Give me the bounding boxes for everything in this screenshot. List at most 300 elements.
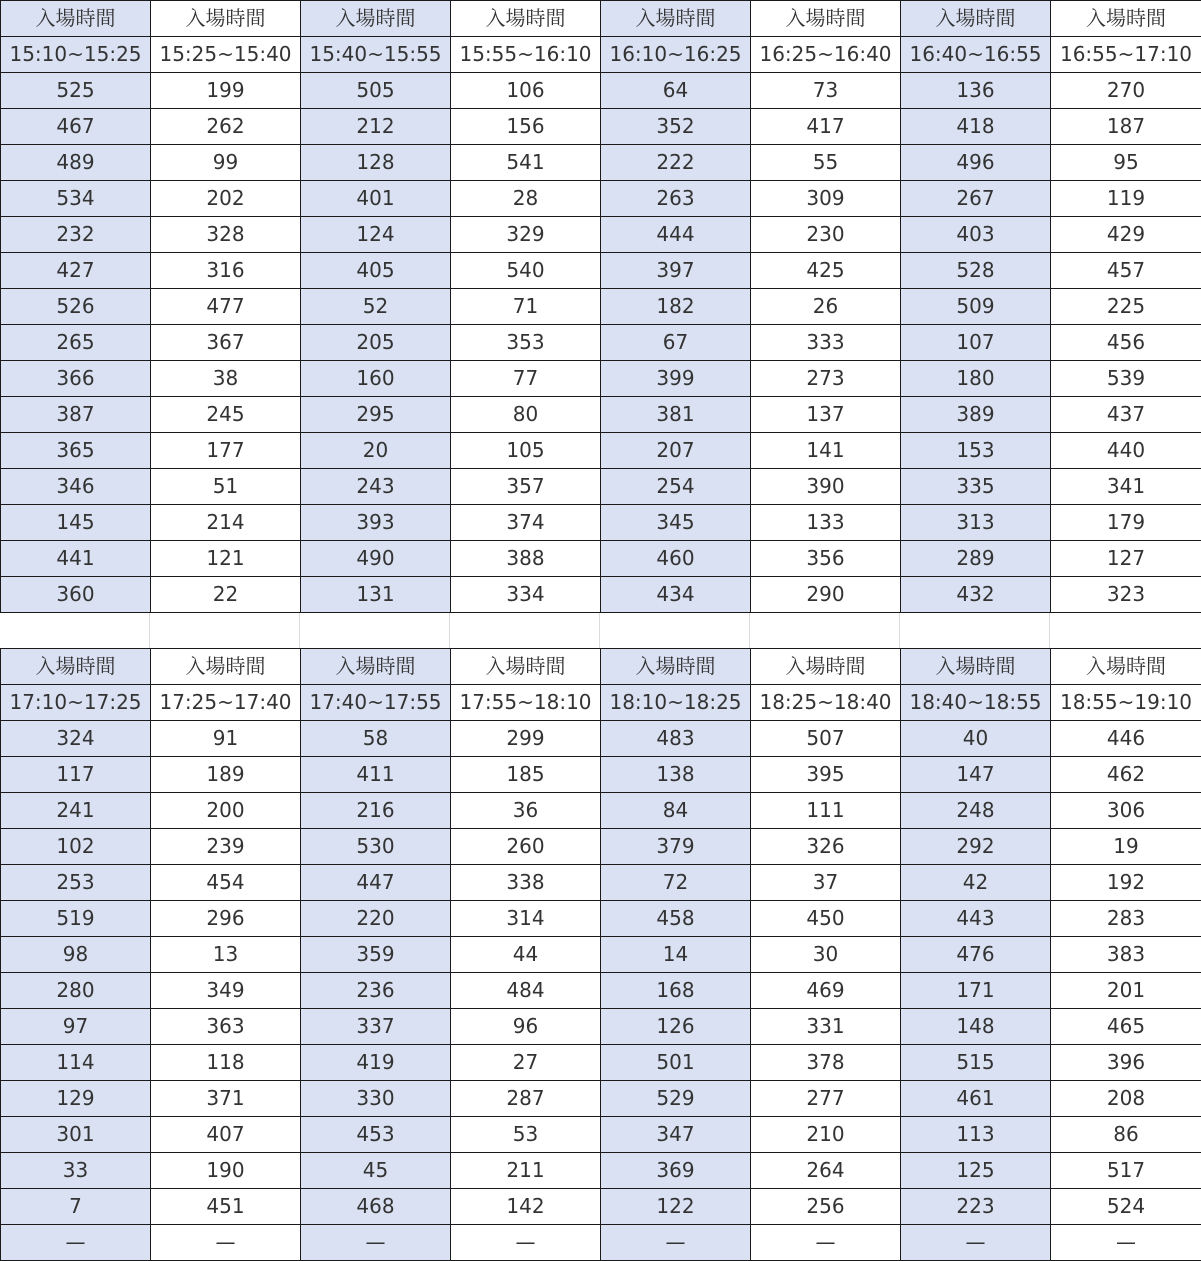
time-slot-cell: 16:10~16:25 — [601, 37, 751, 73]
number-cell: 177 — [151, 433, 301, 469]
number-cell: 80 — [451, 397, 601, 433]
number-cell: 91 — [151, 721, 301, 757]
table-row — [1, 1009, 1201, 1045]
number-cell: 20 — [301, 433, 451, 469]
table-row — [1, 433, 1201, 469]
number-cell: 160 — [301, 361, 451, 397]
blank-spacer-row — [0, 613, 1201, 648]
number-cell: 205 — [301, 325, 451, 361]
number-cell: 201 — [1051, 973, 1201, 1009]
number-cell: 419 — [301, 1045, 451, 1081]
number-cell: 58 — [301, 721, 451, 757]
number-cell: 314 — [451, 901, 601, 937]
table-row — [1, 541, 1201, 577]
number-cell: 287 — [451, 1081, 601, 1117]
time-slot-row — [1, 37, 1201, 73]
number-cell: 453 — [301, 1117, 451, 1153]
number-cell: 168 — [601, 973, 751, 1009]
entry-time-header: 入場時間 — [1051, 1, 1201, 37]
number-cell: — — [601, 1225, 751, 1261]
number-cell: 299 — [451, 721, 601, 757]
number-cell: 264 — [751, 1153, 901, 1189]
time-slot-cell: 17:55~18:10 — [451, 685, 601, 721]
table-row — [1, 505, 1201, 541]
number-cell: 403 — [901, 217, 1051, 253]
number-cell: 280 — [1, 973, 151, 1009]
number-cell: 262 — [151, 109, 301, 145]
number-cell: 131 — [301, 577, 451, 613]
number-cell: 273 — [751, 361, 901, 397]
number-cell: 277 — [751, 1081, 901, 1117]
number-cell: 153 — [901, 433, 1051, 469]
time-slot-cell: 17:10~17:25 — [1, 685, 151, 721]
number-cell: 396 — [1051, 1045, 1201, 1081]
entry-time-header: 入場時間 — [1, 649, 151, 685]
number-cell: 96 — [451, 1009, 601, 1045]
number-cell: 145 — [1, 505, 151, 541]
number-cell: 73 — [751, 73, 901, 109]
table-row — [1, 1153, 1201, 1189]
number-cell: 52 — [301, 289, 451, 325]
number-cell: 179 — [1051, 505, 1201, 541]
entry-time-header: 入場時間 — [601, 1, 751, 37]
table-row — [1, 1081, 1201, 1117]
number-cell: 399 — [601, 361, 751, 397]
number-cell: 44 — [451, 937, 601, 973]
number-cell: 290 — [751, 577, 901, 613]
number-cell: — — [451, 1225, 601, 1261]
number-cell: 220 — [301, 901, 451, 937]
entry-time-header: 入場時間 — [151, 1, 301, 37]
number-cell: 405 — [301, 253, 451, 289]
number-cell: — — [751, 1225, 901, 1261]
number-cell: 119 — [1051, 181, 1201, 217]
number-cell: 356 — [751, 541, 901, 577]
number-cell: 443 — [901, 901, 1051, 937]
number-cell: 128 — [301, 145, 451, 181]
number-cell: 105 — [451, 433, 601, 469]
number-cell: 26 — [751, 289, 901, 325]
number-cell: 126 — [601, 1009, 751, 1045]
number-cell: 245 — [151, 397, 301, 433]
number-cell: 477 — [151, 289, 301, 325]
entry-time-table-bottom — [0, 648, 1201, 1261]
number-cell: 289 — [901, 541, 1051, 577]
time-slot-cell: 16:25~16:40 — [751, 37, 901, 73]
entry-time-header: 入場時間 — [901, 649, 1051, 685]
number-cell: 142 — [451, 1189, 601, 1225]
number-cell: 324 — [1, 721, 151, 757]
number-cell: 387 — [1, 397, 151, 433]
number-cell: 444 — [601, 217, 751, 253]
number-cell: 117 — [1, 757, 151, 793]
table-row — [1, 361, 1201, 397]
number-cell: 529 — [601, 1081, 751, 1117]
number-cell: 374 — [451, 505, 601, 541]
number-cell: 381 — [601, 397, 751, 433]
number-cell: 36 — [451, 793, 601, 829]
entry-time-header: 入場時間 — [751, 1, 901, 37]
number-cell: 147 — [901, 757, 1051, 793]
number-cell: 98 — [1, 937, 151, 973]
number-cell: 129 — [1, 1081, 151, 1117]
number-cell: 371 — [151, 1081, 301, 1117]
table-row — [1, 721, 1201, 757]
number-cell: 456 — [1051, 325, 1201, 361]
table-row — [1, 901, 1201, 937]
number-cell: 530 — [301, 829, 451, 865]
number-cell: 125 — [901, 1153, 1051, 1189]
number-cell: 185 — [451, 757, 601, 793]
number-cell: 136 — [901, 73, 1051, 109]
time-slot-cell: 18:10~18:25 — [601, 685, 751, 721]
number-cell: 333 — [751, 325, 901, 361]
header-label-row — [1, 649, 1201, 685]
number-cell: 138 — [601, 757, 751, 793]
table-row — [1, 1189, 1201, 1225]
number-cell: 519 — [1, 901, 151, 937]
number-cell: 347 — [601, 1117, 751, 1153]
number-cell: 141 — [751, 433, 901, 469]
number-cell: 19 — [1051, 829, 1201, 865]
number-cell: 458 — [601, 901, 751, 937]
number-cell: 528 — [901, 253, 1051, 289]
number-cell: 301 — [1, 1117, 151, 1153]
number-cell: 200 — [151, 793, 301, 829]
number-cell: 106 — [451, 73, 601, 109]
number-cell: 345 — [601, 505, 751, 541]
table-row — [1, 757, 1201, 793]
number-cell: 216 — [301, 793, 451, 829]
number-cell: 366 — [1, 361, 151, 397]
table-row — [1, 145, 1201, 181]
number-cell: 86 — [1051, 1117, 1201, 1153]
number-cell: 365 — [1, 433, 151, 469]
number-cell: 148 — [901, 1009, 1051, 1045]
time-slot-cell: 15:25~15:40 — [151, 37, 301, 73]
number-cell: 182 — [601, 289, 751, 325]
time-slot-cell: 16:55~17:10 — [1051, 37, 1201, 73]
number-cell: 429 — [1051, 217, 1201, 253]
number-cell: 30 — [751, 937, 901, 973]
number-cell: 202 — [151, 181, 301, 217]
header-label-row — [1, 1, 1201, 37]
number-cell: 329 — [451, 217, 601, 253]
number-cell: 539 — [1051, 361, 1201, 397]
number-cell: 37 — [751, 865, 901, 901]
number-cell: 334 — [451, 577, 601, 613]
number-cell: 540 — [451, 253, 601, 289]
time-slot-cell: 15:40~15:55 — [301, 37, 451, 73]
number-cell: 469 — [751, 973, 901, 1009]
table-row — [1, 325, 1201, 361]
number-cell: 306 — [1051, 793, 1201, 829]
number-cell: 84 — [601, 793, 751, 829]
number-cell: 446 — [1051, 721, 1201, 757]
number-cell: 45 — [301, 1153, 451, 1189]
number-cell: 265 — [1, 325, 151, 361]
number-cell: 401 — [301, 181, 451, 217]
number-cell: 99 — [151, 145, 301, 181]
time-slot-cell: 15:10~15:25 — [1, 37, 151, 73]
entry-time-header: 入場時間 — [301, 649, 451, 685]
number-cell: 42 — [901, 865, 1051, 901]
table-row — [1, 109, 1201, 145]
number-cell: 28 — [451, 181, 601, 217]
number-cell: 223 — [901, 1189, 1051, 1225]
entry-time-header: 入場時間 — [151, 649, 301, 685]
number-cell: 383 — [1051, 937, 1201, 973]
number-cell: 397 — [601, 253, 751, 289]
number-cell: 190 — [151, 1153, 301, 1189]
number-cell: 517 — [1051, 1153, 1201, 1189]
table-row — [1, 73, 1201, 109]
table-row — [1, 937, 1201, 973]
time-slot-cell: 17:40~17:55 — [301, 685, 451, 721]
table-row — [1, 289, 1201, 325]
number-cell: 236 — [301, 973, 451, 1009]
number-cell: 180 — [901, 361, 1051, 397]
number-cell: 541 — [451, 145, 601, 181]
number-cell: 476 — [901, 937, 1051, 973]
number-cell: 239 — [151, 829, 301, 865]
number-cell: 450 — [751, 901, 901, 937]
number-cell: 367 — [151, 325, 301, 361]
table-row — [1, 865, 1201, 901]
number-cell: 214 — [151, 505, 301, 541]
number-cell: 232 — [1, 217, 151, 253]
table-row — [1, 973, 1201, 1009]
number-cell: 490 — [301, 541, 451, 577]
number-cell: 389 — [901, 397, 1051, 433]
number-cell: 111 — [751, 793, 901, 829]
time-slot-cell: 16:40~16:55 — [901, 37, 1051, 73]
number-cell: 451 — [151, 1189, 301, 1225]
number-cell: 462 — [1051, 757, 1201, 793]
table-row — [1, 217, 1201, 253]
number-cell: 352 — [601, 109, 751, 145]
table-row — [1, 1045, 1201, 1081]
number-cell: 353 — [451, 325, 601, 361]
entry-time-header: 入場時間 — [601, 649, 751, 685]
number-cell: 393 — [301, 505, 451, 541]
entry-time-header: 入場時間 — [901, 1, 1051, 37]
table-row — [1, 253, 1201, 289]
number-cell: 133 — [751, 505, 901, 541]
entry-time-table-top — [0, 0, 1201, 613]
number-cell: 114 — [1, 1045, 151, 1081]
number-cell: 407 — [151, 1117, 301, 1153]
number-cell: 501 — [601, 1045, 751, 1081]
number-cell: 437 — [1051, 397, 1201, 433]
number-cell: 418 — [901, 109, 1051, 145]
number-cell: 369 — [601, 1153, 751, 1189]
number-cell: 40 — [901, 721, 1051, 757]
number-cell: 113 — [901, 1117, 1051, 1153]
number-cell: 359 — [301, 937, 451, 973]
table-row — [1, 829, 1201, 865]
number-cell: 338 — [451, 865, 601, 901]
number-cell: 335 — [901, 469, 1051, 505]
number-cell: 7 — [1, 1189, 151, 1225]
number-cell: 122 — [601, 1189, 751, 1225]
number-cell: 67 — [601, 325, 751, 361]
time-slot-cell: 18:40~18:55 — [901, 685, 1051, 721]
number-cell: 14 — [601, 937, 751, 973]
table-row — [1, 1117, 1201, 1153]
number-cell: 388 — [451, 541, 601, 577]
number-cell: 33 — [1, 1153, 151, 1189]
number-cell: 127 — [1051, 541, 1201, 577]
number-cell: 189 — [151, 757, 301, 793]
number-cell: 326 — [751, 829, 901, 865]
entry-time-header: 入場時間 — [301, 1, 451, 37]
number-cell: 316 — [151, 253, 301, 289]
number-cell: 225 — [1051, 289, 1201, 325]
entry-time-header: 入場時間 — [1, 1, 151, 37]
number-cell: 434 — [601, 577, 751, 613]
number-cell: 77 — [451, 361, 601, 397]
number-cell: — — [151, 1225, 301, 1261]
number-cell: 254 — [601, 469, 751, 505]
time-slot-cell: 15:55~16:10 — [451, 37, 601, 73]
number-cell: 432 — [901, 577, 1051, 613]
number-cell: 260 — [451, 829, 601, 865]
number-cell: 468 — [301, 1189, 451, 1225]
number-cell: 267 — [901, 181, 1051, 217]
number-cell: 509 — [901, 289, 1051, 325]
number-cell: 124 — [301, 217, 451, 253]
number-cell: 97 — [1, 1009, 151, 1045]
number-cell: 395 — [751, 757, 901, 793]
number-cell: 454 — [151, 865, 301, 901]
number-cell: 292 — [901, 829, 1051, 865]
table-row — [1, 469, 1201, 505]
number-cell: 489 — [1, 145, 151, 181]
table-row — [1, 397, 1201, 433]
number-cell: 55 — [751, 145, 901, 181]
number-cell: 51 — [151, 469, 301, 505]
number-cell: 222 — [601, 145, 751, 181]
number-cell: 137 — [751, 397, 901, 433]
number-cell: 496 — [901, 145, 1051, 181]
table-row — [1, 577, 1201, 613]
number-cell: 360 — [1, 577, 151, 613]
entry-time-header: 入場時間 — [1051, 649, 1201, 685]
number-cell: 296 — [151, 901, 301, 937]
number-cell: 379 — [601, 829, 751, 865]
number-cell: 328 — [151, 217, 301, 253]
number-cell: 440 — [1051, 433, 1201, 469]
number-cell: 118 — [151, 1045, 301, 1081]
number-cell: 465 — [1051, 1009, 1201, 1045]
number-cell: 378 — [751, 1045, 901, 1081]
number-cell: 208 — [1051, 1081, 1201, 1117]
number-cell: 461 — [901, 1081, 1051, 1117]
number-cell: — — [301, 1225, 451, 1261]
number-cell: 526 — [1, 289, 151, 325]
number-cell: 72 — [601, 865, 751, 901]
table-row — [1, 1225, 1201, 1261]
number-cell: 505 — [301, 73, 451, 109]
number-cell: 457 — [1051, 253, 1201, 289]
number-cell: 13 — [151, 937, 301, 973]
number-cell: 38 — [151, 361, 301, 397]
number-cell: 323 — [1051, 577, 1201, 613]
number-cell: 71 — [451, 289, 601, 325]
number-cell: 313 — [901, 505, 1051, 541]
number-cell: 199 — [151, 73, 301, 109]
number-cell: 156 — [451, 109, 601, 145]
number-cell: 64 — [601, 73, 751, 109]
entry-time-header: 入場時間 — [451, 649, 601, 685]
number-cell: 107 — [901, 325, 1051, 361]
number-cell: 425 — [751, 253, 901, 289]
number-cell: 283 — [1051, 901, 1201, 937]
number-cell: 210 — [751, 1117, 901, 1153]
number-cell: 22 — [151, 577, 301, 613]
number-cell: 309 — [751, 181, 901, 217]
number-cell: 253 — [1, 865, 151, 901]
number-cell: 534 — [1, 181, 151, 217]
number-cell: 417 — [751, 109, 901, 145]
number-cell: 270 — [1051, 73, 1201, 109]
number-cell: 171 — [901, 973, 1051, 1009]
number-cell: 330 — [301, 1081, 451, 1117]
time-slot-row — [1, 685, 1201, 721]
time-slot-cell: 18:25~18:40 — [751, 685, 901, 721]
number-cell: 507 — [751, 721, 901, 757]
number-cell: 467 — [1, 109, 151, 145]
number-cell: 447 — [301, 865, 451, 901]
table-row — [1, 181, 1201, 217]
number-cell: 263 — [601, 181, 751, 217]
number-cell: 241 — [1, 793, 151, 829]
number-cell: 192 — [1051, 865, 1201, 901]
number-cell: 411 — [301, 757, 451, 793]
number-cell: 27 — [451, 1045, 601, 1081]
number-cell: — — [901, 1225, 1051, 1261]
number-cell: 212 — [301, 109, 451, 145]
number-cell: 460 — [601, 541, 751, 577]
entry-time-header: 入場時間 — [751, 649, 901, 685]
number-cell: 230 — [751, 217, 901, 253]
time-slot-cell: 18:55~19:10 — [1051, 685, 1201, 721]
number-cell: 483 — [601, 721, 751, 757]
number-cell: 53 — [451, 1117, 601, 1153]
number-cell: 484 — [451, 973, 601, 1009]
number-cell: 256 — [751, 1189, 901, 1225]
number-cell: — — [1051, 1225, 1201, 1261]
number-cell: 525 — [1, 73, 151, 109]
number-cell: 187 — [1051, 109, 1201, 145]
number-cell: 390 — [751, 469, 901, 505]
number-cell: 346 — [1, 469, 151, 505]
number-cell: 295 — [301, 397, 451, 433]
number-cell: 248 — [901, 793, 1051, 829]
number-cell: 357 — [451, 469, 601, 505]
number-cell: 331 — [751, 1009, 901, 1045]
number-cell: 363 — [151, 1009, 301, 1045]
number-cell: 515 — [901, 1045, 1051, 1081]
number-cell: 121 — [151, 541, 301, 577]
number-cell: 441 — [1, 541, 151, 577]
number-cell: 211 — [451, 1153, 601, 1189]
number-cell: 427 — [1, 253, 151, 289]
number-cell: 337 — [301, 1009, 451, 1045]
number-cell: 95 — [1051, 145, 1201, 181]
number-cell: 341 — [1051, 469, 1201, 505]
